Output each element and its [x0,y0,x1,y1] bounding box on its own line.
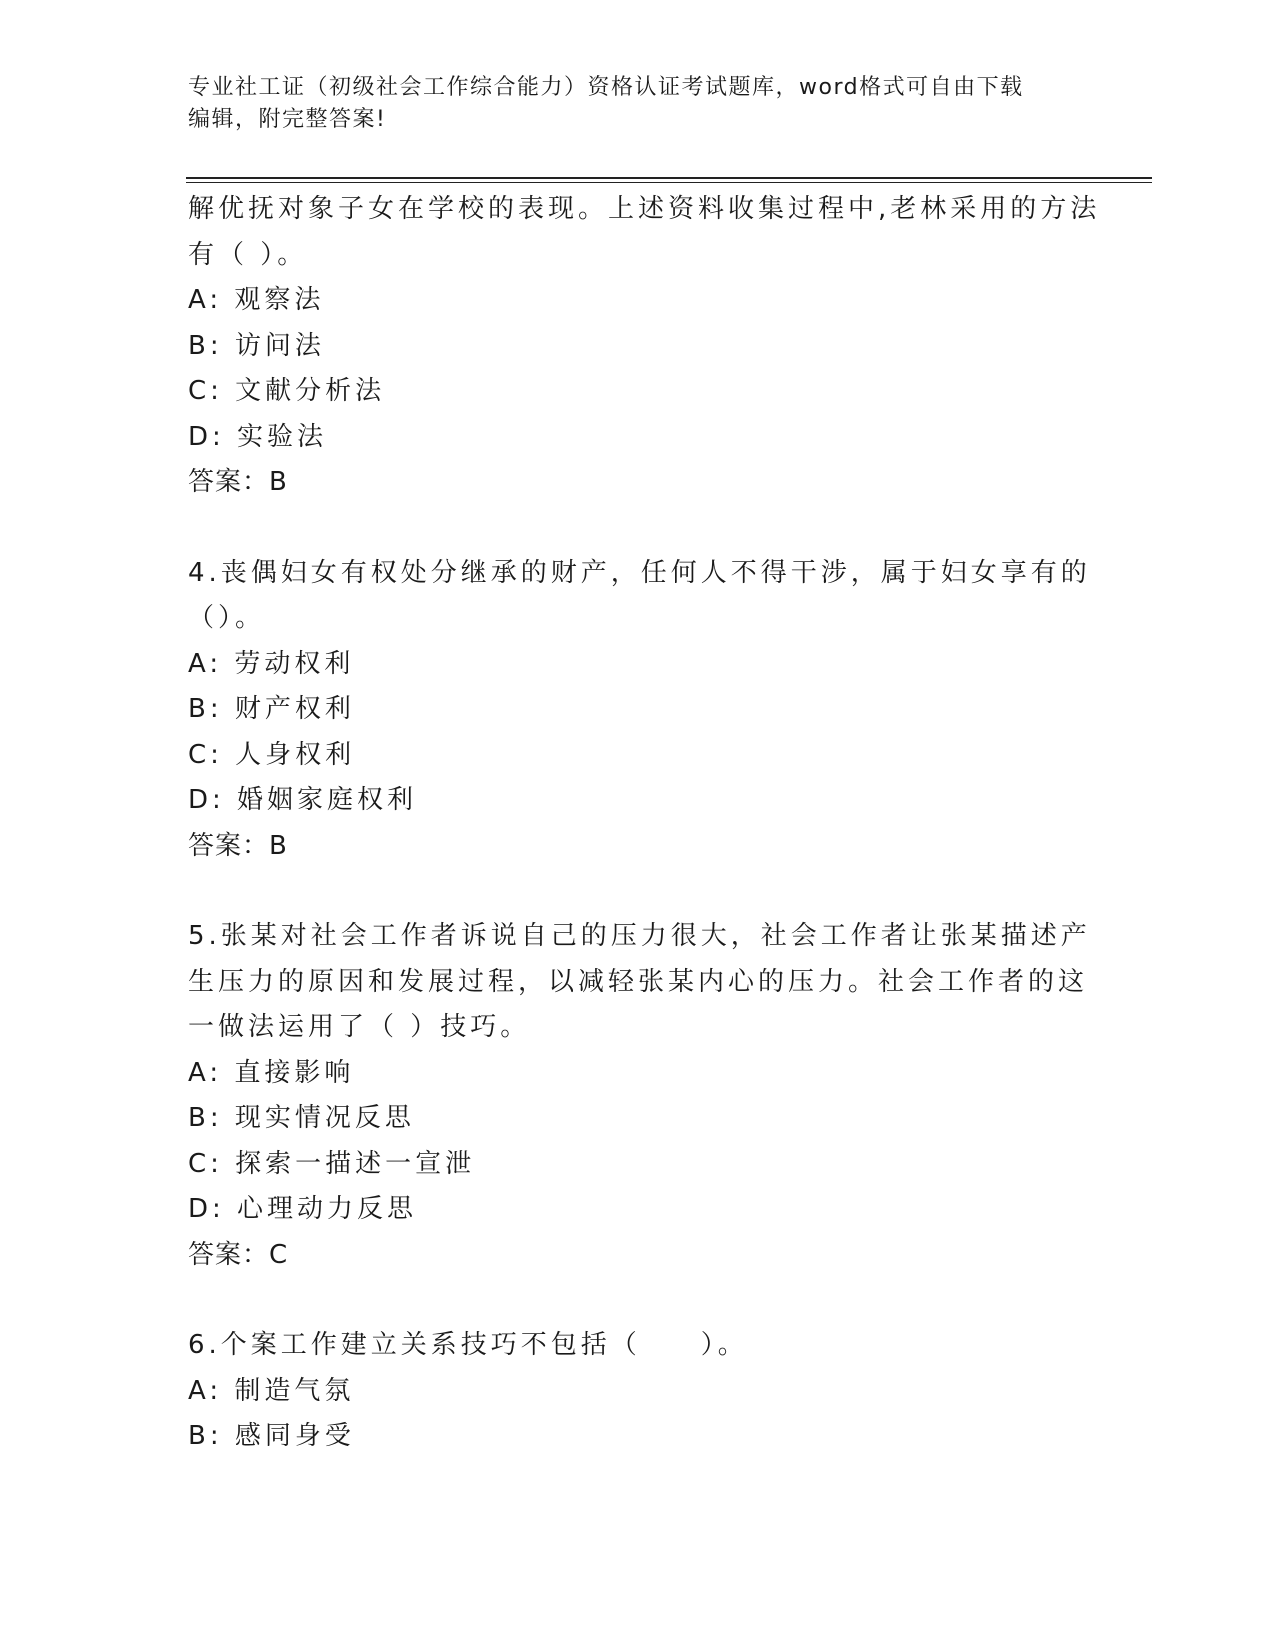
question-block [188,1323,1088,1460]
question-stem: 一做法运用了（ ）技巧。 [188,1012,531,1042]
header-line-2: 编辑，附完整答案! [188,107,387,132]
option-d: D: 婚姻家庭权利 [188,785,418,815]
question-block [188,551,1091,870]
option-a: A: 直接影响 [188,1057,355,1088]
question-stem: 6.个案工作建立关系技巧不包括（ ）。 [188,1330,748,1360]
question-stem: 5.张某对社会工作者诉说自己的压力很大，社会工作者让张某描述产 [188,921,1091,951]
option-c: C: 探索一描述一宣泄 [188,1148,476,1179]
answer-text: 答案：B [188,830,288,861]
option-c: C: 人身权利 [188,739,356,770]
question-stem: 解优抚对象子女在学校的表现。上述资料收集过程中,老林采用的方法 [188,194,1101,224]
question-block [188,187,1101,506]
question-block [188,914,1091,1278]
question-stem: （）。 [188,603,266,633]
option-b: B: 访问法 [188,330,325,361]
option-a: A: 制造气氛 [188,1375,355,1406]
question-stem: 有（ ）。 [188,239,308,270]
question-stem: 4.丧偶妇女有权处分继承的财产，任何人不得干涉，属于妇女享有的 [188,557,1091,588]
answer-text: 答案：C [188,1239,289,1270]
header-line-1: 专业社工证（初级社会工作综合能力）资格认证考试题库，word格式可自由下载 [188,75,1024,100]
option-a: A: 劳动权利 [188,648,355,679]
option-b: B: 现实情况反思 [188,1103,415,1133]
option-b: B: 感同身受 [188,1421,355,1451]
question-stem: 生压力的原因和发展过程，以减轻张某内心的压力。社会工作者的这 [188,966,1089,997]
answer-text: 答案：B [188,467,288,497]
option-a: A: 观察法 [188,285,325,315]
option-d: D: 实验法 [188,421,328,452]
question-list [188,187,1101,1460]
option-d: D: 心理动力反思 [188,1194,418,1224]
document-header [188,72,1088,136]
header-divider-thin [186,182,1152,183]
option-b: B: 财产权利 [188,694,355,724]
option-c: C: 文献分析法 [188,376,386,406]
header-divider-thick [186,177,1152,179]
